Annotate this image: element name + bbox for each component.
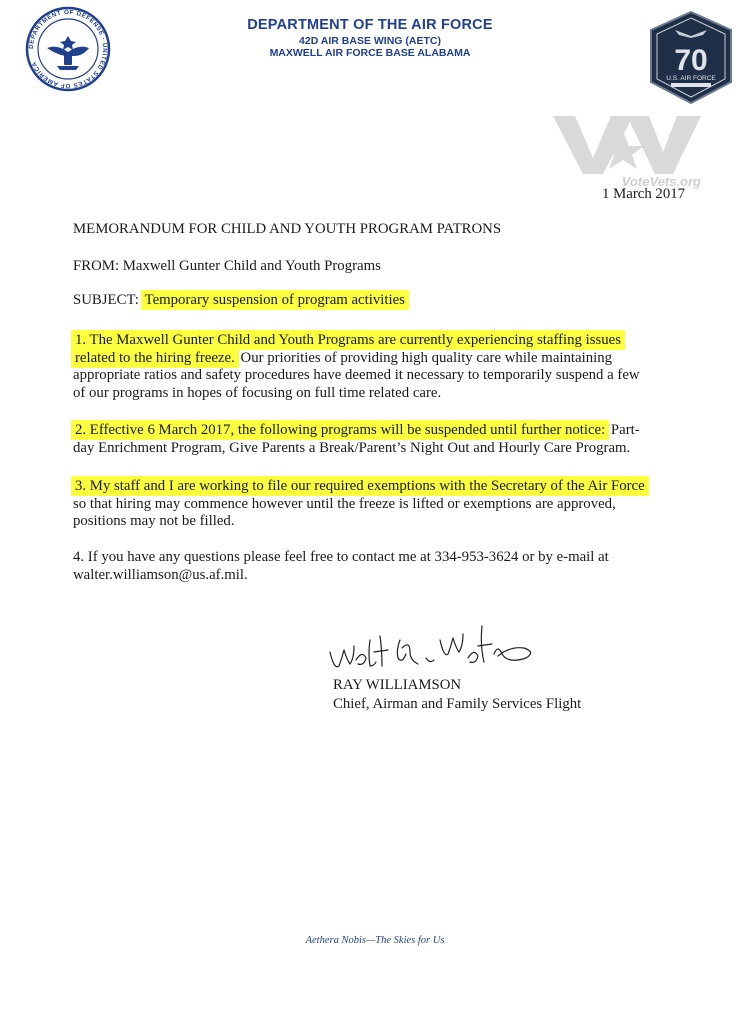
memo-heading: MEMORANDUM FOR CHILD AND YOUTH PROGRAM PATRONS: [73, 221, 502, 237]
footer-motto: Aethera Nobis—The Skies for Us: [305, 935, 445, 946]
signature-title: Chief, Airman and Family Services Flight: [333, 696, 582, 712]
votevets-watermark-text: VoteVets.org: [621, 174, 701, 189]
badge-text: U.S. AIR FORCE: [666, 75, 716, 82]
dod-seal-icon: [25, 6, 111, 92]
paragraph-2: [73, 422, 693, 457]
paragraph-1: [73, 332, 693, 402]
seal-ring-text: DEPARTMENT OF DEFENSE · UNITED STATES OF AMERICA: [27, 8, 109, 90]
votevets-watermark-icon: [553, 112, 703, 190]
p3-highlight: 3. My staff and I are working to file our required exemptions with the Secretary of the Air Force: [75, 478, 645, 494]
p2-line1-rest: Part-: [607, 422, 640, 438]
paragraph-4: [73, 549, 693, 584]
memo-subject: [73, 292, 407, 310]
usaf-70th-anniversary-badge-icon: [645, 10, 737, 105]
letterhead-wing: 42D AIR BASE WING (AETC): [299, 35, 441, 47]
paragraph-3: [73, 478, 693, 531]
p1-line3: appropriate ratios and safety procedures have deemed it necessary to temporarily suspend a few: [73, 367, 640, 384]
memo-date: 1 March 2017: [602, 186, 686, 202]
badge-number: 70: [674, 44, 708, 77]
letterhead-base: MAXWELL AIR FORCE BASE ALABAMA: [269, 47, 471, 59]
p1-line4: of our programs in hopes of focusing on full time related care.: [73, 384, 442, 401]
memo-from: FROM: Maxwell Gunter Child and Youth Programs: [73, 258, 381, 274]
p1-line2-rest: Our priorities of providing high quality care while maintaining: [236, 349, 612, 366]
p1-highlight-line1: 1. The Maxwell Gunter Child and Youth Programs are currently experiencing staffing issues: [75, 332, 622, 348]
p2-highlight: 2. Effective 6 March 2017, the following programs will be suspended until further notice:: [75, 422, 606, 438]
p2-line2: day Enrichment Program, Give Parents a Break/Parent’s Night Out and Hourly Care Program.: [73, 439, 631, 456]
p3-line3: positions may not be filled.: [73, 513, 235, 530]
letterhead-department: DEPARTMENT OF THE AIR FORCE: [247, 17, 493, 33]
p4-line1: 4. If you have any questions please feel free to contact me at 334-953-3624 or by e-mail at: [73, 549, 609, 565]
signature-name: RAY WILLIAMSON: [333, 677, 462, 693]
subject-text: Temporary suspension of program activities: [144, 292, 405, 308]
p4-line2: walter.williamson@us.af.mil.: [73, 566, 248, 583]
subject-label: SUBJECT:: [73, 292, 139, 308]
p1-highlight-line2: related to the hiring freeze.: [75, 349, 235, 366]
p3-line2: so that hiring may commence however until the freeze is lifted or exemptions are approved,: [73, 495, 616, 512]
